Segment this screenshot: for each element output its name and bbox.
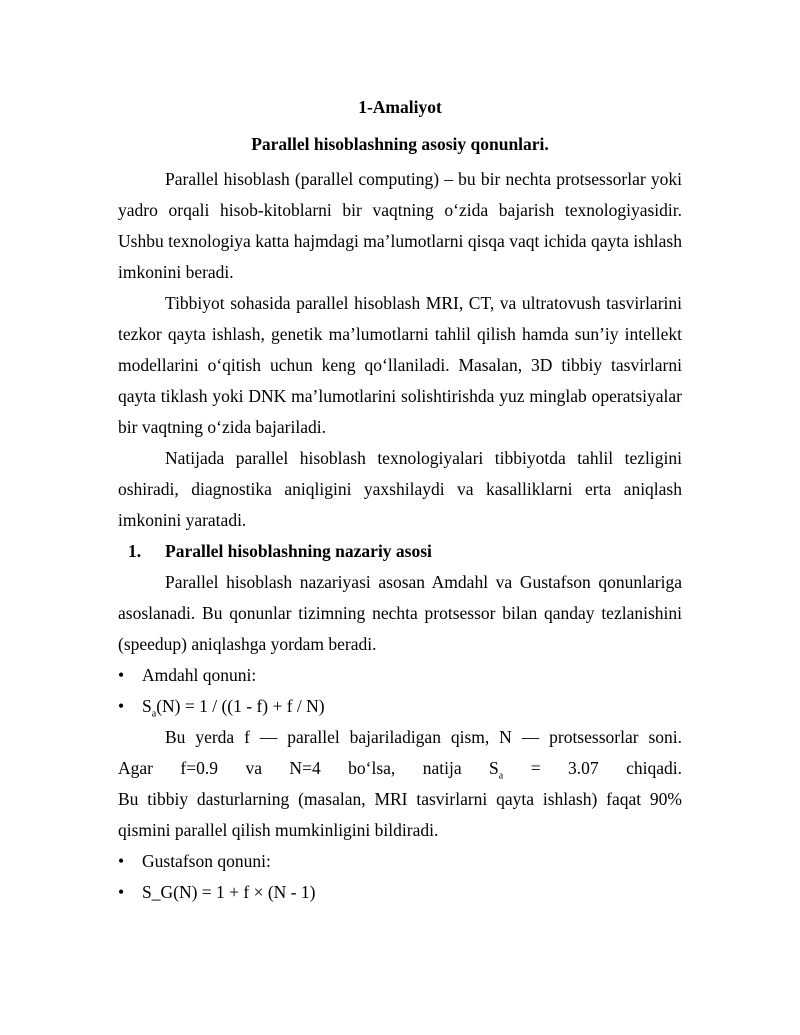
bullet-icon: • (118, 696, 125, 716)
list-item-gustafson-label (118, 846, 682, 877)
paragraph-intro: Parallel hisoblash (parallel computing) – bu bir nechta protsessorlar yoki yadro orqali hisob-kitoblarni bir vaqtning o‘zida bajarish texnologiyasidir. Ushbu texnologiya katta hajmdagi ma’lumotlarni qisqa vaqt ichida qayta ishlash imkonini beradi. (118, 169, 682, 282)
paragraph-medicine: Tibbiyot sohasida parallel hisoblash MRI, CT, va ultratovush tasvirlarini tezkor qayta ishlash, genetik ma’lumotlarni tahlil qilish hamda sun’iy intellekt modellarini o‘qitish uchun keng qo‘llaniladi. Masalan, 3D tibbiy tasvirlarni qayta tiklash yoki DNK ma’lumotlarini solishtirishda yuz minglab operatsiyalar bir vaqtning o‘zida bajariladi. (118, 293, 682, 437)
gustafson-label: Gustafson qonuni: (142, 851, 271, 871)
amdahl-formula: $S_a(N) = 1 / ((1 - f) + f / N)$ (142, 696, 325, 720)
document-subtitle: Parallel hisoblashning asosiy qonunlari. (251, 134, 549, 154)
bullet-icon: • (118, 665, 125, 685)
list-item-gustafson-formula (118, 877, 682, 908)
section-number: 1. (128, 541, 142, 561)
explanation-line-3: Bu tibbiy dasturlarning (masalan, MRI tasvirlarni qayta ishlash) faqat 90% qismini parallel qilish mumkinligini bildiradi. (118, 789, 682, 840)
explanation-line-1: Bu yerda f — parallel bajariladigan qism, N — protsessorlar soni. (165, 727, 682, 747)
paragraph-theory: Parallel hisoblash nazariyasi asosan Amdahl va Gustafson qonunlariga asoslanadi. Bu qonunlar tizimning nechta protsessor bilan qanday tezlanishini (speedup) aniqlashga yordam beradi. (118, 572, 682, 654)
document-title: 1-Amaliyot (358, 97, 442, 117)
section-heading-text: Parallel hisoblashning nazariy asosi (165, 541, 432, 561)
gustafson-formula: S_G(N) = 1 + f × (N - 1) (142, 882, 316, 902)
explanation-line-2: Agar f=0.9 va N=4 bo‘lsa, natija $S_a = 3.07$ chiqadi. (118, 758, 682, 782)
bullet-icon: • (118, 882, 125, 902)
list-item-amdahl-formula (118, 691, 682, 722)
amdahl-label: Amdahl qonuni: (142, 665, 257, 685)
section-heading (118, 536, 682, 567)
list-item-amdahl-label (118, 660, 682, 691)
paragraph-result: Natijada parallel hisoblash texnologiyalari tibbiyotda tahlil tezligini oshiradi, diagnostika aniqligini yaxshilaydi va kasalliklarni erta aniqlash imkonini yaratadi. (118, 448, 682, 530)
bullet-icon: • (118, 851, 125, 871)
document-page (118, 92, 682, 908)
